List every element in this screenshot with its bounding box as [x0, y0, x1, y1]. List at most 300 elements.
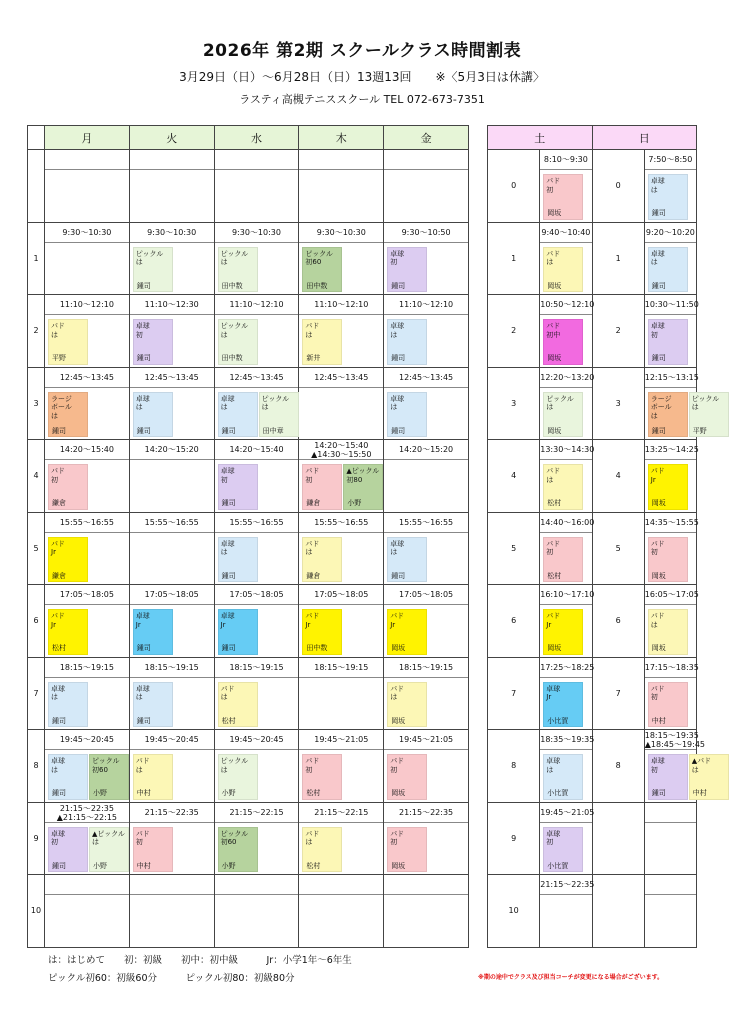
- period-row: [488, 295, 697, 368]
- period-number: [28, 150, 45, 223]
- class-slots: [130, 460, 214, 512]
- coach-name: 鍾司: [651, 426, 666, 435]
- coach-name: 岡坂: [391, 789, 406, 797]
- class-slots: [215, 533, 299, 585]
- class-label: パド 初: [305, 467, 320, 484]
- corner-cell: [28, 126, 45, 150]
- class-block[interactable]: [689, 392, 729, 438]
- coach-name: 鍾司: [651, 209, 666, 217]
- class-time: 21:15～22:35 ▲21:15～22:15: [45, 803, 129, 823]
- class-block[interactable]: [387, 827, 427, 873]
- class-block[interactable]: [218, 319, 258, 365]
- class-time: 17:05～18:05: [45, 585, 129, 605]
- period-number: 5: [592, 512, 644, 585]
- class-time: 21:15～22:35: [130, 803, 214, 823]
- coach-name: 中村: [651, 716, 666, 725]
- timetable-cell: [384, 730, 469, 803]
- class-block[interactable]: [343, 464, 383, 510]
- timetable-cell: [540, 585, 595, 658]
- class-block[interactable]: [218, 609, 258, 655]
- class-label: 卓球 Jr: [135, 612, 150, 629]
- class-label: ピックル は: [220, 757, 249, 774]
- class-block[interactable]: [48, 827, 88, 873]
- class-label: パド は: [305, 829, 320, 846]
- timetable-cell: [299, 440, 384, 513]
- coach-name: 小比賀: [547, 789, 569, 797]
- class-time: 19:45～21:05: [299, 730, 383, 750]
- coach-name: 鎌倉: [306, 571, 321, 580]
- class-block[interactable]: [648, 464, 688, 510]
- class-slots: [540, 315, 591, 367]
- class-slots: [45, 605, 129, 657]
- timetable-cell: [384, 440, 469, 513]
- timetable-cell: [299, 802, 384, 875]
- class-block[interactable]: [387, 537, 427, 583]
- class-label: ラージ ボール は: [650, 394, 672, 420]
- coach-name: 岡坂: [547, 281, 562, 290]
- class-time: 12:45～13:45: [130, 368, 214, 388]
- timetable-cell: [45, 367, 130, 440]
- class-label: パド Jr: [546, 612, 561, 629]
- period-number: 4: [28, 440, 45, 513]
- timetable-cell: [214, 222, 299, 295]
- class-time: 19:45～20:45: [130, 730, 214, 750]
- coach-name: 岡坂: [547, 354, 562, 362]
- coach-name: 田中数: [221, 354, 243, 362]
- coach-name: 鎌倉: [306, 499, 321, 507]
- class-time: 11:10～12:30: [130, 295, 214, 315]
- timetable-cell: [384, 657, 469, 730]
- coach-name: 中村: [136, 861, 151, 870]
- class-time: 18:15～19:15: [299, 658, 383, 678]
- class-label: ピックル 初60: [92, 757, 120, 774]
- class-slots: [215, 605, 299, 657]
- class-slots: [384, 170, 468, 222]
- class-label: パド Jr: [51, 612, 65, 629]
- period-number: 1: [488, 222, 540, 295]
- class-block[interactable]: [648, 754, 688, 800]
- class-time: 11:10～12:10: [299, 295, 383, 315]
- class-slots: [215, 170, 299, 222]
- class-slots: [384, 315, 468, 367]
- class-time: 18:35～19:35: [540, 730, 591, 750]
- period-row: [28, 802, 469, 875]
- coach-name: 鍾司: [136, 426, 151, 435]
- timetable-cell: [214, 440, 299, 513]
- class-slots: [130, 605, 214, 657]
- class-block[interactable]: [689, 754, 729, 800]
- coach-name: 松村: [547, 571, 562, 580]
- timetable-cell: [129, 875, 214, 948]
- period-number: 9: [488, 802, 540, 875]
- class-slots: [540, 605, 591, 657]
- coach-name: 鍾司: [391, 281, 406, 290]
- class-time: 17:05～18:05: [384, 585, 468, 605]
- class-label: パド は: [305, 322, 320, 339]
- class-time: 21:15～22:15: [215, 803, 299, 823]
- timetable-cell: [644, 730, 711, 803]
- class-block[interactable]: [648, 174, 688, 220]
- class-slots: [645, 170, 696, 222]
- class-block[interactable]: [133, 827, 173, 873]
- class-block[interactable]: [648, 392, 688, 438]
- coach-name: 岡坂: [651, 499, 666, 507]
- class-label: 卓球 は: [51, 684, 65, 701]
- period-row: [488, 875, 697, 948]
- class-block[interactable]: [302, 464, 342, 510]
- class-block[interactable]: [543, 537, 583, 583]
- class-block[interactable]: [387, 319, 427, 365]
- class-block[interactable]: [543, 247, 583, 293]
- class-block[interactable]: [543, 392, 583, 438]
- class-block[interactable]: [259, 392, 299, 438]
- coach-name: 鍾司: [391, 354, 406, 362]
- class-slots: [45, 750, 129, 802]
- class-slots: [299, 170, 383, 222]
- class-slots: [215, 315, 299, 367]
- class-label: ピックル は: [691, 394, 720, 411]
- class-time: 19:45～20:45: [45, 730, 129, 750]
- period-number: [592, 875, 644, 948]
- class-label: パド は: [305, 539, 320, 556]
- class-label: 卓球 Jr: [546, 684, 561, 701]
- timetable-cell: [299, 367, 384, 440]
- timetable-cell: [299, 512, 384, 585]
- class-slots: [540, 170, 591, 222]
- timetable-cell: [540, 440, 595, 513]
- timetable-cell: [299, 875, 384, 948]
- timetable-cell: [129, 440, 214, 513]
- class-time: 11:10～12:10: [215, 295, 299, 315]
- class-slots: [540, 678, 591, 730]
- class-block[interactable]: [543, 174, 583, 220]
- period-row: [28, 295, 469, 368]
- class-slots: [645, 750, 711, 802]
- coach-name: 鍾司: [651, 354, 666, 362]
- coach-name: 鍾司: [651, 789, 666, 797]
- timetable-cell: [644, 222, 696, 295]
- class-label: 卓球 は: [220, 394, 235, 411]
- class-label: ピックル は: [135, 249, 164, 266]
- class-block[interactable]: [387, 609, 427, 655]
- class-block[interactable]: [648, 609, 688, 655]
- timetable-cell: [214, 585, 299, 658]
- timetable-cell: [384, 367, 469, 440]
- timetable-cell: [540, 367, 595, 440]
- class-slots: [540, 823, 591, 875]
- period-number: 8: [592, 730, 644, 803]
- class-time: 12:45～13:45: [215, 368, 299, 388]
- class-block[interactable]: [302, 247, 342, 293]
- timetable-cell: [214, 657, 299, 730]
- class-time: 10:50～12:10: [540, 295, 591, 315]
- class-time: [299, 150, 383, 170]
- class-block[interactable]: [48, 392, 88, 438]
- class-block[interactable]: [387, 247, 427, 293]
- class-label: 卓球 は: [390, 322, 405, 339]
- class-slots: [384, 243, 468, 295]
- timetable-cell: [45, 295, 130, 368]
- class-label: ピックル は: [220, 249, 249, 266]
- class-block[interactable]: [218, 247, 258, 293]
- class-block[interactable]: [218, 464, 258, 510]
- class-block[interactable]: [387, 754, 427, 800]
- class-label: パド は: [546, 249, 561, 266]
- class-label: 卓球 初: [51, 829, 65, 846]
- timetable-cell: [129, 730, 214, 803]
- class-block[interactable]: [543, 464, 583, 510]
- class-time: 9:30～10:30: [299, 223, 383, 243]
- period-row: [28, 150, 469, 223]
- coach-name: 鍾司: [52, 789, 66, 797]
- class-slots: [384, 533, 468, 585]
- class-block[interactable]: [543, 609, 583, 655]
- class-slots: [384, 605, 468, 657]
- timetable-cell: [129, 802, 214, 875]
- class-time: 18:15～19:15: [384, 658, 468, 678]
- coach-name: 岡坂: [391, 644, 406, 652]
- class-slots: [299, 895, 383, 947]
- class-block[interactable]: [648, 537, 688, 583]
- class-block[interactable]: [543, 682, 583, 728]
- class-block[interactable]: [543, 319, 583, 365]
- class-slots: [645, 315, 696, 367]
- period-number: 6: [28, 585, 45, 658]
- coach-name: 鍾司: [52, 426, 66, 435]
- class-time: [645, 803, 696, 823]
- legend-level: は：はじめて 初：初級 初中：初中級 Jr：小学1年～6年生: [48, 955, 352, 966]
- period-row: [488, 150, 697, 223]
- class-block[interactable]: [543, 827, 583, 873]
- class-block[interactable]: [387, 682, 427, 728]
- class-block[interactable]: [133, 392, 173, 438]
- class-label: 卓球 初: [650, 757, 665, 774]
- class-time: 21:15～22:35: [384, 803, 468, 823]
- class-block[interactable]: [133, 682, 173, 728]
- coach-name: 鍾司: [651, 281, 666, 290]
- coach-name: 岡坂: [547, 644, 562, 652]
- class-block[interactable]: [302, 537, 342, 583]
- class-label: 卓球 初: [546, 829, 561, 846]
- class-block[interactable]: [648, 247, 688, 293]
- class-label: 卓球 Jr: [220, 612, 235, 629]
- class-slots: [45, 533, 129, 585]
- class-slots: [130, 823, 214, 875]
- period-number: 5: [28, 512, 45, 585]
- coach-name: 岡坂: [651, 644, 666, 652]
- class-slots: [540, 895, 591, 947]
- class-block[interactable]: [648, 319, 688, 365]
- class-slots: [540, 388, 591, 440]
- period-row: [488, 730, 697, 803]
- class-slots: [45, 823, 129, 875]
- class-label: パド 初中: [546, 322, 561, 339]
- class-label: ▲ピックル 初80: [346, 467, 380, 484]
- class-block[interactable]: [48, 537, 88, 583]
- weekend-timetable: [487, 125, 720, 948]
- coach-name: 田中数: [306, 281, 328, 290]
- period-number: 6: [592, 585, 644, 658]
- class-time: 11:10～12:10: [384, 295, 468, 315]
- class-label: パド 初: [546, 177, 561, 194]
- class-slots: [540, 460, 591, 512]
- class-block[interactable]: [133, 609, 173, 655]
- class-label: 卓球 初: [220, 467, 235, 484]
- class-slots: [384, 750, 468, 802]
- timetable-cell: [384, 512, 469, 585]
- class-label: 卓球 は: [220, 539, 235, 556]
- class-label: ピックル は: [220, 322, 249, 339]
- timetable-cell: [540, 222, 592, 295]
- timetable-cell: [129, 295, 214, 368]
- coach-name: 小野: [93, 789, 107, 797]
- timetable-cell: [644, 295, 699, 368]
- class-time: 13:30～14:30: [540, 440, 591, 460]
- class-label: ▲ピックル は: [92, 829, 125, 846]
- class-block[interactable]: [48, 682, 88, 728]
- coach-name: 鍾司: [221, 499, 236, 507]
- class-block[interactable]: [89, 754, 129, 800]
- class-slots: [130, 170, 214, 222]
- class-block[interactable]: [48, 609, 88, 655]
- class-block[interactable]: [302, 609, 342, 655]
- timetable-cell: [45, 512, 130, 585]
- class-label: パド は: [546, 467, 561, 484]
- class-time: 14:20～15:20: [130, 440, 214, 460]
- timetable-cell: [214, 295, 299, 368]
- class-time: 14:40～16:00: [540, 513, 591, 533]
- class-block[interactable]: [133, 247, 173, 293]
- class-label: 卓球 初: [650, 322, 665, 339]
- timetable-cell: [299, 657, 384, 730]
- class-block[interactable]: [302, 827, 342, 873]
- class-time: 21:15～22:35: [540, 875, 591, 895]
- period-number: 4: [592, 440, 644, 513]
- class-block[interactable]: [302, 319, 342, 365]
- class-label: ピックル は: [261, 394, 290, 411]
- period-number: 5: [488, 512, 540, 585]
- day-header: 月: [45, 126, 130, 150]
- period-number: 0: [592, 150, 644, 223]
- period-number: 1: [28, 222, 45, 295]
- class-slots: [299, 605, 383, 657]
- class-slots: [45, 170, 129, 222]
- class-time: [45, 150, 129, 170]
- class-label: 卓球 は: [390, 539, 405, 556]
- period-number: [592, 802, 644, 875]
- coach-name: 中村: [136, 789, 151, 797]
- class-block[interactable]: [133, 319, 173, 365]
- coach-name: 松村: [547, 499, 562, 507]
- timetable-cell: [214, 802, 299, 875]
- timetable-cell: [384, 150, 469, 223]
- coach-name: 小野: [347, 499, 362, 507]
- class-time: 19:45～21:05: [384, 730, 468, 750]
- class-block[interactable]: [302, 754, 342, 800]
- class-block[interactable]: [648, 682, 688, 728]
- class-slots: [215, 388, 299, 440]
- timetable-cell: [129, 512, 214, 585]
- coach-name: 松村: [221, 716, 236, 725]
- coach-name: 田中数: [221, 281, 243, 290]
- coach-name: 鍾司: [391, 426, 406, 435]
- class-block[interactable]: [48, 754, 88, 800]
- coach-name: 鍾司: [221, 571, 236, 580]
- class-block[interactable]: [218, 754, 258, 800]
- class-label: パド は: [220, 684, 235, 701]
- day-header: 火: [129, 126, 214, 150]
- class-time: 8:10～9:30: [540, 150, 591, 170]
- class-slots: [215, 243, 299, 295]
- coach-name: 小比賀: [547, 716, 569, 725]
- timetable-cell: [45, 730, 130, 803]
- class-time: 14:20～15:40: [215, 440, 299, 460]
- class-slots: [299, 750, 383, 802]
- class-slots: [215, 895, 299, 947]
- class-label: パド 初: [650, 684, 665, 701]
- class-time: 17:05～18:05: [130, 585, 214, 605]
- coach-name: 小比賀: [547, 861, 569, 870]
- class-block[interactable]: [133, 754, 173, 800]
- class-block[interactable]: [387, 392, 427, 438]
- class-block[interactable]: [543, 754, 583, 800]
- class-slots: [215, 678, 299, 730]
- class-block[interactable]: [48, 319, 88, 365]
- weekday-timetable: [27, 125, 469, 948]
- timetable-cell: [644, 150, 696, 223]
- timetable-cell: [129, 585, 214, 658]
- class-block[interactable]: [218, 537, 258, 583]
- timetable-cell: [644, 512, 699, 585]
- day-header: 金: [384, 126, 469, 150]
- period-number: 2: [592, 295, 644, 368]
- class-time: 14:35～15:55: [645, 513, 696, 533]
- class-time: 12:45～13:45: [384, 368, 468, 388]
- coach-name: 松村: [306, 861, 321, 870]
- timetable-cell: [45, 222, 130, 295]
- class-block[interactable]: [48, 464, 88, 510]
- class-slots: [384, 678, 468, 730]
- class-block[interactable]: [218, 827, 258, 873]
- coach-name: 岡坂: [391, 861, 406, 870]
- class-label: パド 初: [305, 757, 320, 774]
- class-time: [45, 875, 129, 895]
- coach-name: 田中数: [306, 644, 328, 652]
- class-label: 卓球 は: [51, 757, 65, 774]
- timetable-cell: [45, 150, 130, 223]
- class-label: 卓球 は: [135, 684, 150, 701]
- class-slots: [384, 460, 468, 512]
- class-time: 9:40～10:40: [540, 223, 591, 243]
- class-slots: [540, 243, 591, 295]
- class-block[interactable]: [218, 682, 258, 728]
- class-block[interactable]: [89, 827, 129, 873]
- class-time: 10:30～11:50: [645, 295, 696, 315]
- coach-name: 田中章: [262, 426, 284, 435]
- class-slots: [215, 460, 299, 512]
- class-block[interactable]: [218, 392, 258, 438]
- period-number: 7: [28, 657, 45, 730]
- coach-name: 小野: [221, 789, 236, 797]
- timetable-cell: [45, 440, 130, 513]
- class-slots: [215, 750, 299, 802]
- timetable-cell: [384, 222, 469, 295]
- coach-name: 鍾司: [52, 716, 66, 725]
- class-label: パド 初: [650, 539, 665, 556]
- timetable-cell: [299, 150, 384, 223]
- class-time: 17:05～18:05: [299, 585, 383, 605]
- period-number: 3: [592, 367, 644, 440]
